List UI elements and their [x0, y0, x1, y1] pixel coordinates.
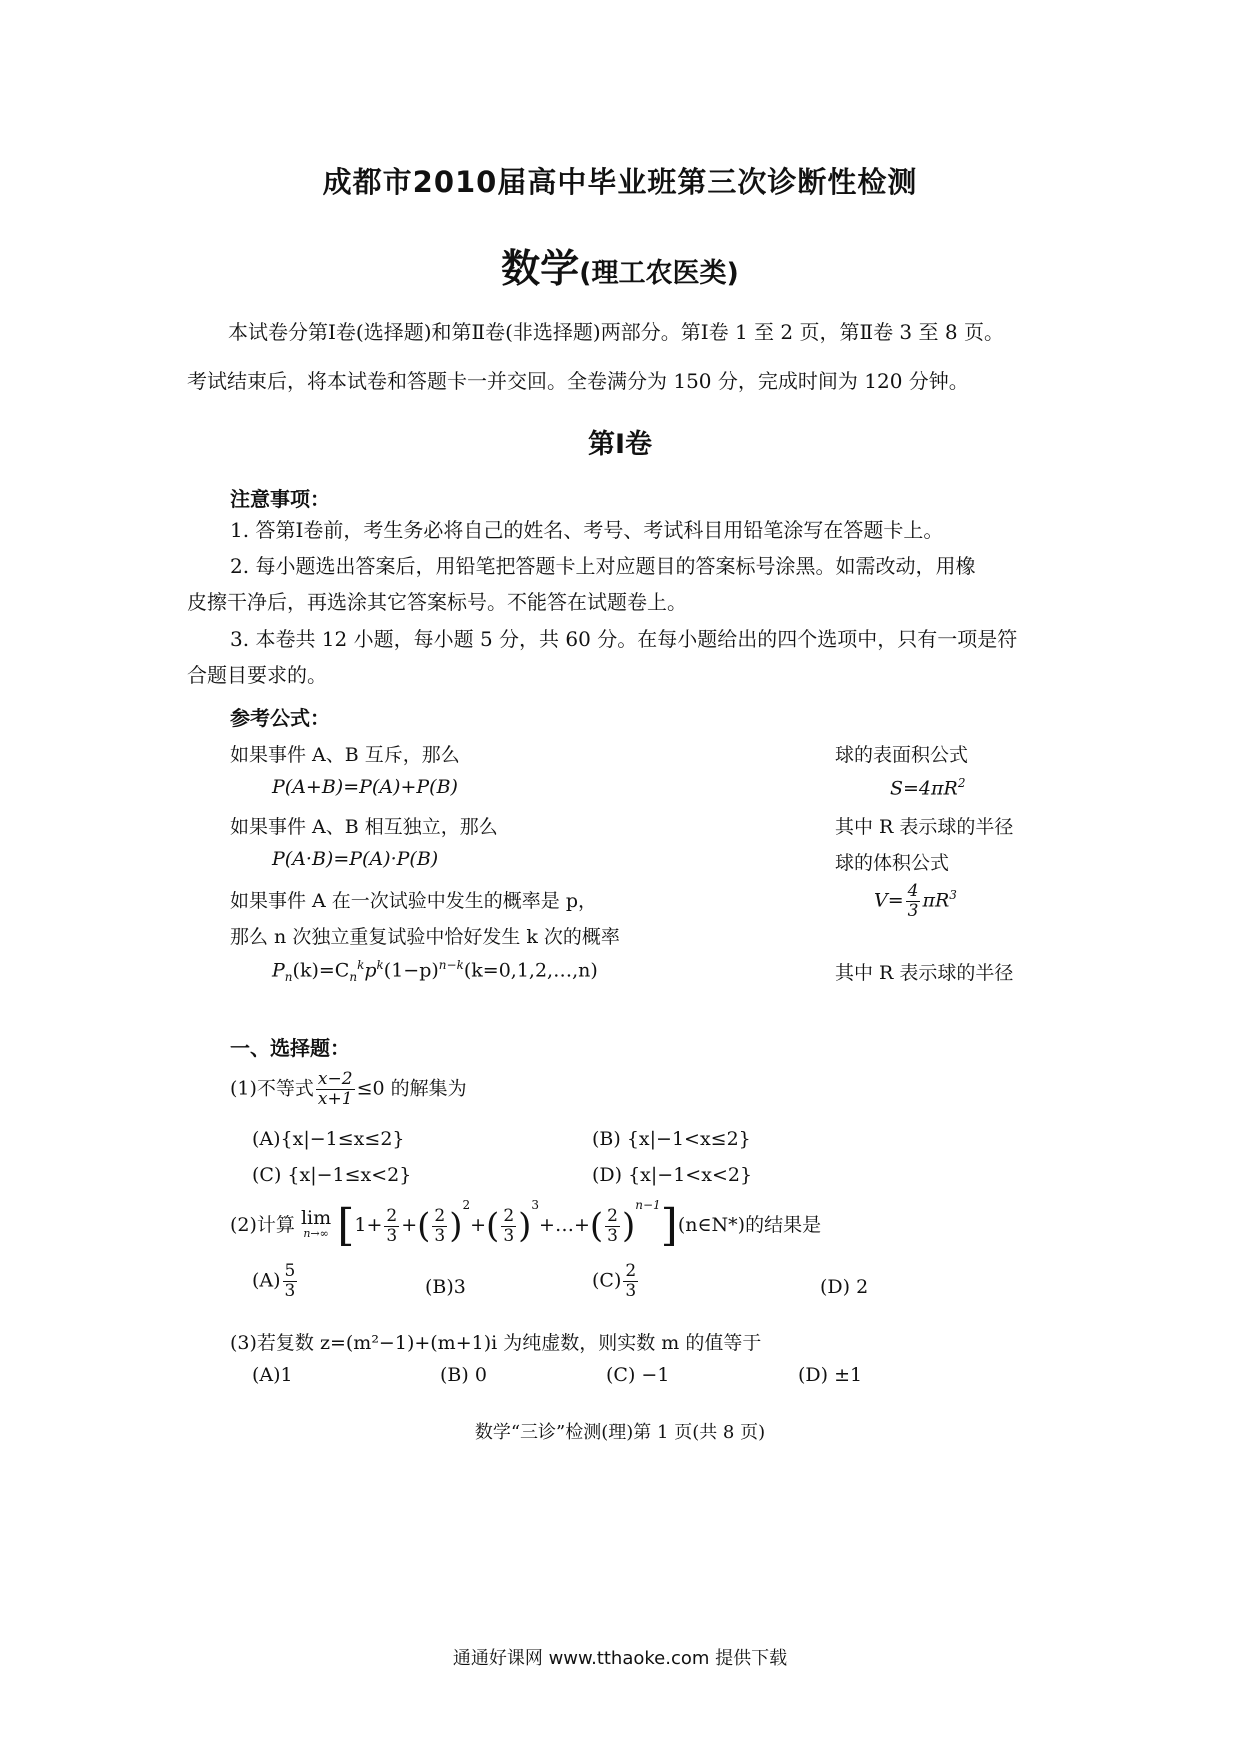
question-3: (3)若复数 z=(m²−1)+(m+1)i 为纯虚数，则实数 m 的值等于	[230, 1332, 762, 1354]
q2-sup-2: 2	[462, 1198, 471, 1212]
formula-sub-n: n	[284, 970, 293, 985]
subject-note: (理工农医类)	[579, 258, 739, 289]
formula-line-6: 那么 n 次独立重复试验中恰好发生 k 次的概率	[230, 926, 620, 948]
q2-option-d: (D) 2	[820, 1276, 869, 1298]
exam-subject	[0, 238, 1240, 294]
q2-frac-4: $\frac{2}{3}$	[607, 1205, 618, 1246]
question-2: (2)计算 lim n→∞ [1+ $\frac{2}{3}$ +( $\frac{2}{3}$ )$^2$+( $\frac{2}{3}$ )$^3$+…+( $\frac{2}{3}$ )$^{n-1}$](n∈N*)的结果是	[230, 1198, 822, 1251]
formulas-heading: 参考公式：	[230, 706, 330, 730]
intro-line-2: 考试结束后，将本试卷和答题卡一并交回。全卷满分为 150 分，完成时间为 120 分钟。	[187, 369, 969, 393]
volume-fraction	[906, 882, 921, 921]
q2-lim-sub: n→∞	[303, 1227, 329, 1240]
formula-line-1: 如果事件 A、B 互斥，那么	[230, 744, 460, 766]
q2-sup-n-1: n−1	[635, 1198, 661, 1212]
formula-c-sup: k	[357, 958, 365, 972]
formula-line-3: 如果事件 A、B 相互独立，那么	[230, 816, 498, 838]
q1-den: x+1	[317, 1089, 353, 1109]
formula-c-sub: n	[349, 970, 358, 985]
formula-p2: p	[364, 959, 377, 982]
q1-suffix: ≤0 的解集为	[356, 1077, 467, 1100]
note-item-2a: 2. 每小题选出答案后，用铅笔把答题卡上对应题目的答案标号涂黑。如需改动，用橡	[230, 554, 976, 578]
question-1	[230, 1070, 467, 1109]
sphere-volume-label: 球的体积公式	[835, 852, 950, 874]
page-footer: 数学“三诊”检测(理)第 1 页(共 8 页)	[474, 1422, 766, 1443]
volume-pir: πR	[922, 889, 950, 912]
volume-num: 4	[907, 881, 919, 901]
formula-nk-sup: n−k	[438, 958, 464, 972]
formula-c: (k)=C	[292, 959, 350, 982]
sphere-area-formula	[890, 776, 965, 799]
note-item-2b: 皮擦干净后，再选涂其它答案标号。不能答在试题卷上。	[187, 590, 687, 614]
q1-option-d: (D) {x|−1<x<2}	[592, 1164, 753, 1186]
q1-num: x−2	[317, 1069, 353, 1089]
q2-suffix: (n∈N*)的结果是	[677, 1214, 822, 1236]
sphere-radius-note-2: 其中 R 表示球的半径	[835, 962, 1014, 984]
sphere-volume-formula	[874, 882, 957, 921]
formula-line-4: P(A·B)=P(A)·P(B)	[272, 848, 439, 870]
volume-den: 3	[907, 901, 919, 921]
notes-heading: 注意事项：	[230, 487, 330, 511]
q1-prefix: (1)不等式	[230, 1077, 314, 1100]
q2-left-bracket: [	[337, 1200, 355, 1251]
q2-option-c: (C) $\frac{2}{3}$	[592, 1261, 637, 1301]
note-item-3a: 3. 本卷共 12 小题，每小题 5 分，共 60 分。在每小题给出的四个选项中，只有一项是符	[230, 627, 1018, 651]
q3-option-c: (C) −1	[606, 1364, 670, 1386]
q2-frac-2: $\frac{2}{3}$	[434, 1205, 446, 1246]
formula-range: (k=0,1,2,…,n)	[463, 959, 598, 982]
q2-sup-3: 3	[531, 1198, 540, 1212]
q2-one-plus: 1+	[354, 1214, 383, 1236]
sphere-area-label: 球的表面积公式	[835, 744, 969, 766]
q2-frac-1: $\frac{2}{3}$	[386, 1205, 398, 1246]
formula-1mp: (1−p)	[383, 959, 439, 982]
formula-line-5: 如果事件 A 在一次试验中发生的概率是 p，	[230, 890, 598, 912]
q2-right-bracket: ]	[660, 1200, 678, 1251]
q1-fraction	[316, 1070, 355, 1109]
q1-option-b: (B) {x|−1<x≤2}	[592, 1128, 751, 1150]
q2-option-b: (B)3	[425, 1276, 466, 1298]
q2-dots: +…+	[539, 1214, 590, 1236]
q1-option-a: (A){x|−1≤x≤2}	[252, 1128, 405, 1150]
section-title: 第Ⅰ卷	[587, 429, 653, 460]
formula-line-7	[272, 958, 598, 984]
formula-p: P	[272, 959, 285, 982]
q2-option-c-fraction: $\frac{2}{3}$	[625, 1261, 637, 1301]
exam-title: 成都市2010届高中毕业班第三次诊断性检测	[322, 165, 918, 199]
intro-line-1: 本试卷分第Ⅰ卷(选择题)和第Ⅱ卷(非选择题)两部分。第Ⅰ卷 1 至 2 页，第Ⅱ卷 3 至 8 页。	[228, 320, 1004, 344]
formula-p-sup: k	[376, 958, 384, 972]
q2-frac-3: $\frac{2}{3}$	[503, 1205, 515, 1246]
subject-name: 数学	[501, 247, 580, 292]
note-item-1: 1. 答第Ⅰ卷前，考生务必将自己的姓名、考号、考试科目用铅笔涂写在答题卡上。	[230, 518, 944, 542]
formula-line-2: P(A+B)=P(A)+P(B)	[272, 776, 458, 798]
q1-option-c: (C) {x|−1≤x<2}	[252, 1164, 412, 1186]
download-watermark: 通通好课网 www.tthaoke.com 提供下载	[452, 1648, 788, 1669]
q3-option-a: (A)1	[252, 1364, 293, 1386]
q3-option-d: (D) ±1	[798, 1364, 863, 1386]
q2-option-a: (A) $\frac{5}{3}$	[252, 1261, 296, 1301]
sphere-area-expr: S=4πR	[890, 777, 958, 800]
note-item-3b: 合题目要求的。	[187, 663, 327, 687]
q2-option-a-fraction: $\frac{5}{3}$	[284, 1261, 296, 1301]
part1-heading: 一、选择题：	[230, 1036, 350, 1060]
q2-prefix: (2)计算	[230, 1214, 295, 1236]
q2-limit	[300, 1207, 332, 1242]
sphere-radius-note-1: 其中 R 表示球的半径	[835, 816, 1014, 838]
q2-lim: lim	[300, 1207, 332, 1229]
sphere-area-sup: 2	[957, 776, 966, 790]
q3-option-b: (B) 0	[440, 1364, 487, 1386]
volume-v: V=	[874, 889, 904, 912]
volume-sup: 3	[949, 888, 957, 903]
